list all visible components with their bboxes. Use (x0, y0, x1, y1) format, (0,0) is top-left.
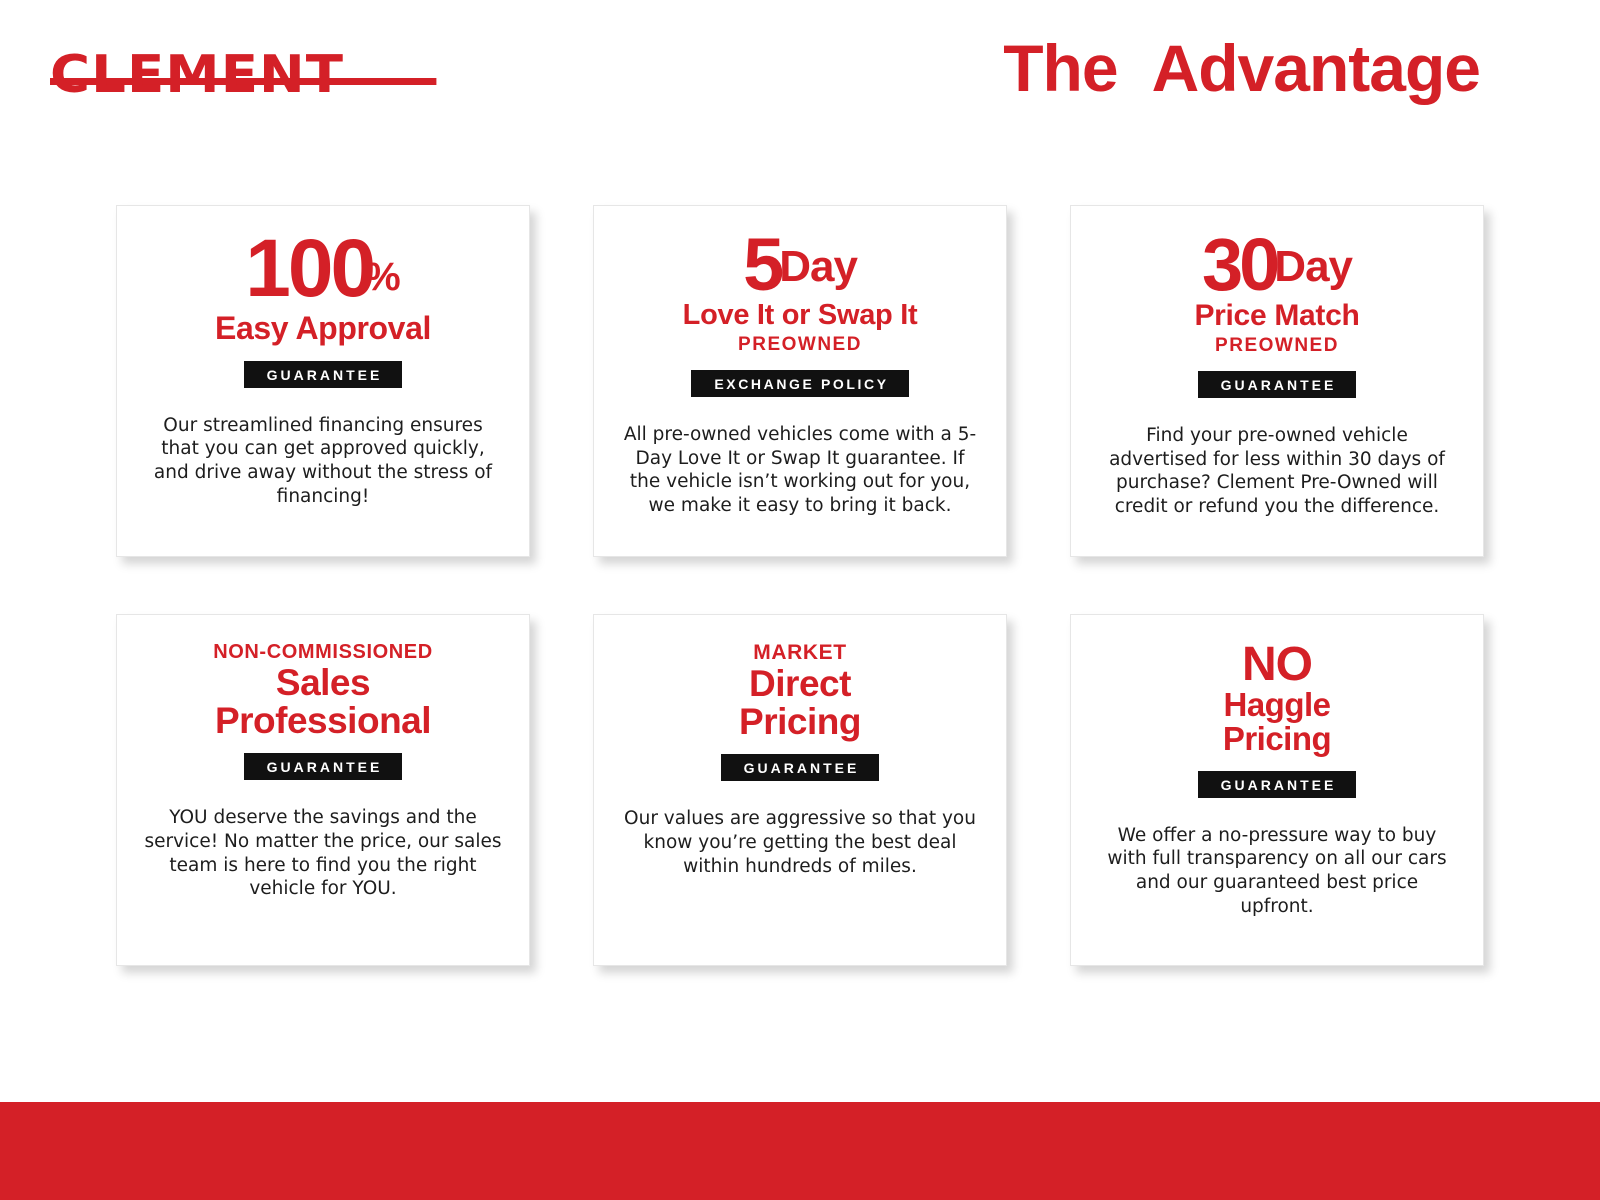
headline-pricing: Pricing (1222, 720, 1332, 758)
day-label: Day (779, 242, 857, 292)
headline-sales: Sales (275, 662, 371, 703)
headline-30day-row (1201, 223, 1353, 306)
headline-direct: Direct (749, 663, 851, 704)
headline-haggle: Haggle (1223, 686, 1331, 724)
label-preowned: PREOWNED (738, 334, 862, 356)
subtitle-love-it-or-swap-it: Love It or Swap It (682, 299, 918, 332)
eyebrow-non-commissioned: NON-COMMISSIONED (213, 641, 433, 663)
card-body-price-match: Find your pre-owned vehicle advertised for less within 30 days of purchase? Clement Pre-Owned will credit or refund you the difference. (1109, 425, 1445, 518)
subtitle-easy-approval: Easy Approval (215, 309, 431, 346)
card-heading-love-it-or-swap-it (616, 223, 984, 397)
card-body-easy-approval: Our streamlined financing ensures that you can get approved quickly, and drive away without the stress of financing! (153, 414, 493, 507)
headline-pricing: Pricing (739, 700, 861, 742)
card-body-no-haggle-pricing: We offer a no-pressure way to buy with full transparency on all our cars and our guaranteed best price upfront. (1107, 824, 1447, 917)
card-price-match (1070, 205, 1484, 557)
page-title-advantage: Advantage (1151, 31, 1480, 105)
page-header (0, 0, 1600, 150)
clement-logo-text: CLEMENT (50, 45, 345, 105)
day-label: Day (1274, 242, 1353, 292)
badge-guarantee: GUARANTEE (721, 754, 880, 781)
percent-symbol: % (365, 254, 401, 299)
headline-100-row (245, 223, 401, 314)
number-100: 100 (245, 223, 374, 314)
badge-guarantee: GUARANTEE (1198, 371, 1357, 398)
badge-guarantee: GUARANTEE (244, 753, 403, 780)
label-preowned: PREOWNED (1215, 335, 1339, 357)
subtitle-price-match: Price Match (1194, 299, 1360, 333)
card-heading-no-haggle-pricing (1093, 638, 1461, 798)
badge-guarantee: GUARANTEE (244, 361, 403, 388)
card-easy-approval (116, 205, 530, 557)
page-title-the: The (1003, 31, 1118, 105)
card-heading-easy-approval (139, 223, 507, 388)
page-title (1003, 30, 1480, 106)
card-heading-market-direct-pricing (616, 641, 984, 781)
card-love-it-or-swap-it (593, 205, 1007, 557)
clement-logo (50, 45, 436, 105)
headline-no: NO (1242, 638, 1312, 691)
card-heading-non-commissioned-sales (139, 641, 507, 780)
footer-bar (0, 1102, 1600, 1200)
card-market-direct-pricing (593, 614, 1007, 966)
number-5: 5 (743, 223, 782, 306)
card-heading-price-match (1093, 223, 1461, 398)
badge-guarantee: GUARANTEE (1198, 771, 1357, 798)
number-30: 30 (1201, 223, 1277, 306)
advantage-card-grid (116, 205, 1484, 966)
card-body-love-it-or-swap-it: All pre-owned vehicles come with a 5-Day Love It or Swap It guarantee. If the vehicle isn’t working out for you, we make it easy to bring it back. (623, 424, 977, 517)
eyebrow-market: MARKET (753, 641, 847, 664)
card-body-non-commissioned-sales: YOU deserve the savings and the service! No matter the price, our sales team is here to find you the right vehicle for YOU. (144, 807, 502, 900)
badge-exchange-policy: EXCHANGE POLICY (691, 370, 908, 397)
card-no-haggle-pricing (1070, 614, 1484, 966)
card-body-market-direct-pricing: Our values are aggressive so that you know you’re getting the best deal within hundreds of miles. (624, 808, 976, 877)
card-non-commissioned-sales (116, 614, 530, 966)
headline-professional: Professional (214, 699, 432, 741)
headline-5day-row (743, 223, 857, 306)
